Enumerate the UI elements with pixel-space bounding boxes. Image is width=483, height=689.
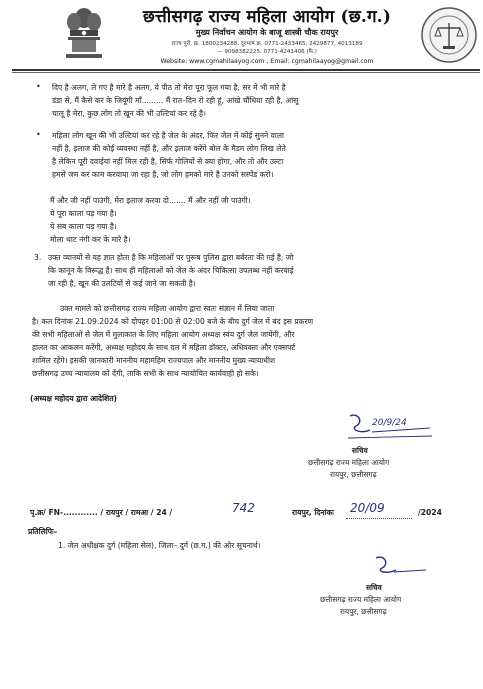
- bullet-dot-icon: •: [36, 82, 41, 91]
- reference-city: रायपुर, दिनांकः: [292, 508, 334, 517]
- reference-date-handwritten: 20/09: [350, 501, 385, 515]
- paragraph-line: की सभी महिलाओं से जेल में मुलाकात के लिए महिला आयोग अध्यक्ष स्वंय दुर्ग जेल जायेंगी, और: [32, 330, 295, 339]
- point-line: कि कानून के विरूद्ध है। साथ ही महिलाओं को जेल के अंदर चिकित्सा उपलब्ध नहीं करवाई: [48, 266, 294, 275]
- bullet-line: हमसे जम कर काम करवाया जा रहा है, जो लोग हमको मारे है उनको सस्पेंड करो।: [52, 170, 274, 179]
- copy-item: 1. जेल अधीक्षक दुर्ग (महिला सेल), जिला– दुर्ग (छ.ग.) की ओर सूचनार्थ।: [58, 541, 261, 550]
- signatory-place: रायपुर, छत्तीसगढ़: [330, 470, 377, 479]
- reference-prefix: पृ.क्र/ FN-............ / रायपुर / रामआ / 24 /: [30, 508, 173, 517]
- paragraph-line: उक्त मामले को छत्तीसगढ़ राज्य महिला आयोग द्वारा स्वतः संज्ञान में लिया जाता: [60, 304, 275, 313]
- letterhead-subtitle: मुख्य निर्वाचन आयोग के बाजू शास्त्री चौक रायपुर: [195, 28, 339, 37]
- letterhead-phone: — 9098382225, 0771-4241406 (फै.): [217, 49, 317, 55]
- paragraph-line: शामिल रहेंगे। इसकी जानकारी माननीय महामहिम राज्यपाल और माननीय मुख्य न्यायाधीश: [32, 356, 276, 365]
- point-number: 3.: [34, 253, 42, 262]
- bullet-line: डंडा से, मैं कैसे कर के जियूंगी माँ......... मैं रात–दिन रो रही हूं, आंखे चौंधिया रही है, आंसू: [52, 96, 299, 105]
- reference-year: /2024: [418, 508, 442, 517]
- signatory-org: छत्तीसगढ़ राज्य महिला आयोग: [308, 458, 390, 467]
- date-underline: [346, 518, 412, 519]
- paragraph-line: हालत का आकलन करेंगी, अध्यक्ष महोदय के साथ दल में महिला डॉक्टर, अधिवक्ता और एक्सपर्ट: [32, 343, 296, 352]
- letterhead-address: राज्य पुरी. क्र. 1800234288, दूरभाष क्र. 0771-2433465, 2429877, 4013189: [171, 41, 363, 47]
- letterhead-divider-thin: [12, 72, 480, 73]
- signatory-org: छत्तीसगढ़ राज्य महिला आयोग: [320, 595, 402, 604]
- bullet-line: चालू है मेरा, कुछ लोग तो खून की भी उल्टियां कर रहे है।: [52, 109, 206, 118]
- bullet-line: है लेकिन पूरी दवाईयां नहीं मिल रही है, सिर्फ गोलियों से क्या होगा, और तो और उल्टा: [52, 157, 284, 166]
- point-line: जा रही है, खून की उलटियों से कई जाने जा सकती है।: [48, 279, 196, 288]
- quote-line: मैं और जी नहीं पाउंगी, मेरा इलाज करवा दो....... मैं और नहीं जी पाउंगी।: [50, 196, 251, 205]
- bullet-dot-icon: •: [36, 130, 41, 139]
- bullet-line: नहीं है, इलाज की कोई व्यवस्था नहीं है, और इलाज करेंगे बोल के मैडम लोग लिख लेते: [52, 144, 286, 153]
- letterhead-divider: [12, 69, 480, 71]
- signatory-title: सचिव: [366, 583, 382, 592]
- point-line: उक्त व्यानयों से यह ज्ञात होता है कि महिलाओं पर पुरूष पुलिस द्वारा बर्बरता की गई है, जो: [48, 253, 294, 262]
- commission-seal-icon: [420, 6, 478, 64]
- signatory-title: सचिव: [352, 446, 368, 455]
- quote-line: ये पूरा काला पड़ गया है।: [50, 209, 117, 218]
- national-emblem-icon: [58, 4, 110, 68]
- copy-label: प्रतिलिपिः–: [28, 527, 58, 536]
- letterhead-website: Website: www.cgmahilaayog.com , Email: cgmahilaayog@gmail.com: [160, 58, 374, 65]
- reference-number-handwritten: 742: [232, 501, 255, 515]
- quote-line: मोला थाट नंगी कर के मारे है।: [50, 235, 131, 244]
- handwritten-date: 20/9/24: [372, 418, 407, 428]
- letterhead: [0, 0, 483, 74]
- order-note: (अध्यक्ष महोदय द्वारा आदेशित): [30, 394, 118, 403]
- bullet-line: दिए है अलग, ले गए है मारे है अलग, ये पीठ तो मेरा पूरा फूल गया है, सर में भी मारे है: [52, 83, 286, 92]
- bullet-line: महिला लोग खून की भी उल्टियां कर रहे है जेल के अंदर, फिर जेल में कोई सुनने वाला: [52, 131, 284, 140]
- signatory-place: रायपुर, छत्तीसगढ़: [340, 607, 387, 616]
- letterhead-title: छत्तीसगढ़ राज्य महिला आयोग (छ.ग.): [142, 7, 392, 27]
- paragraph-line: छत्तीसगढ़ उच्च न्यायालय को देंगी, ताकि सभी के साथ न्यायोचित कार्यवाही हो सके।: [32, 369, 259, 378]
- quote-line: ये सब काला पड़ गया है।: [50, 222, 117, 231]
- paragraph-line: है। कल दिनांक 21.09.2024 को दोपहर 01:00 से 02:00 बजे के बीच दुर्ग जेल में बंद इस प्रकरण: [32, 317, 314, 326]
- handwritten-signature-icon: [370, 552, 430, 578]
